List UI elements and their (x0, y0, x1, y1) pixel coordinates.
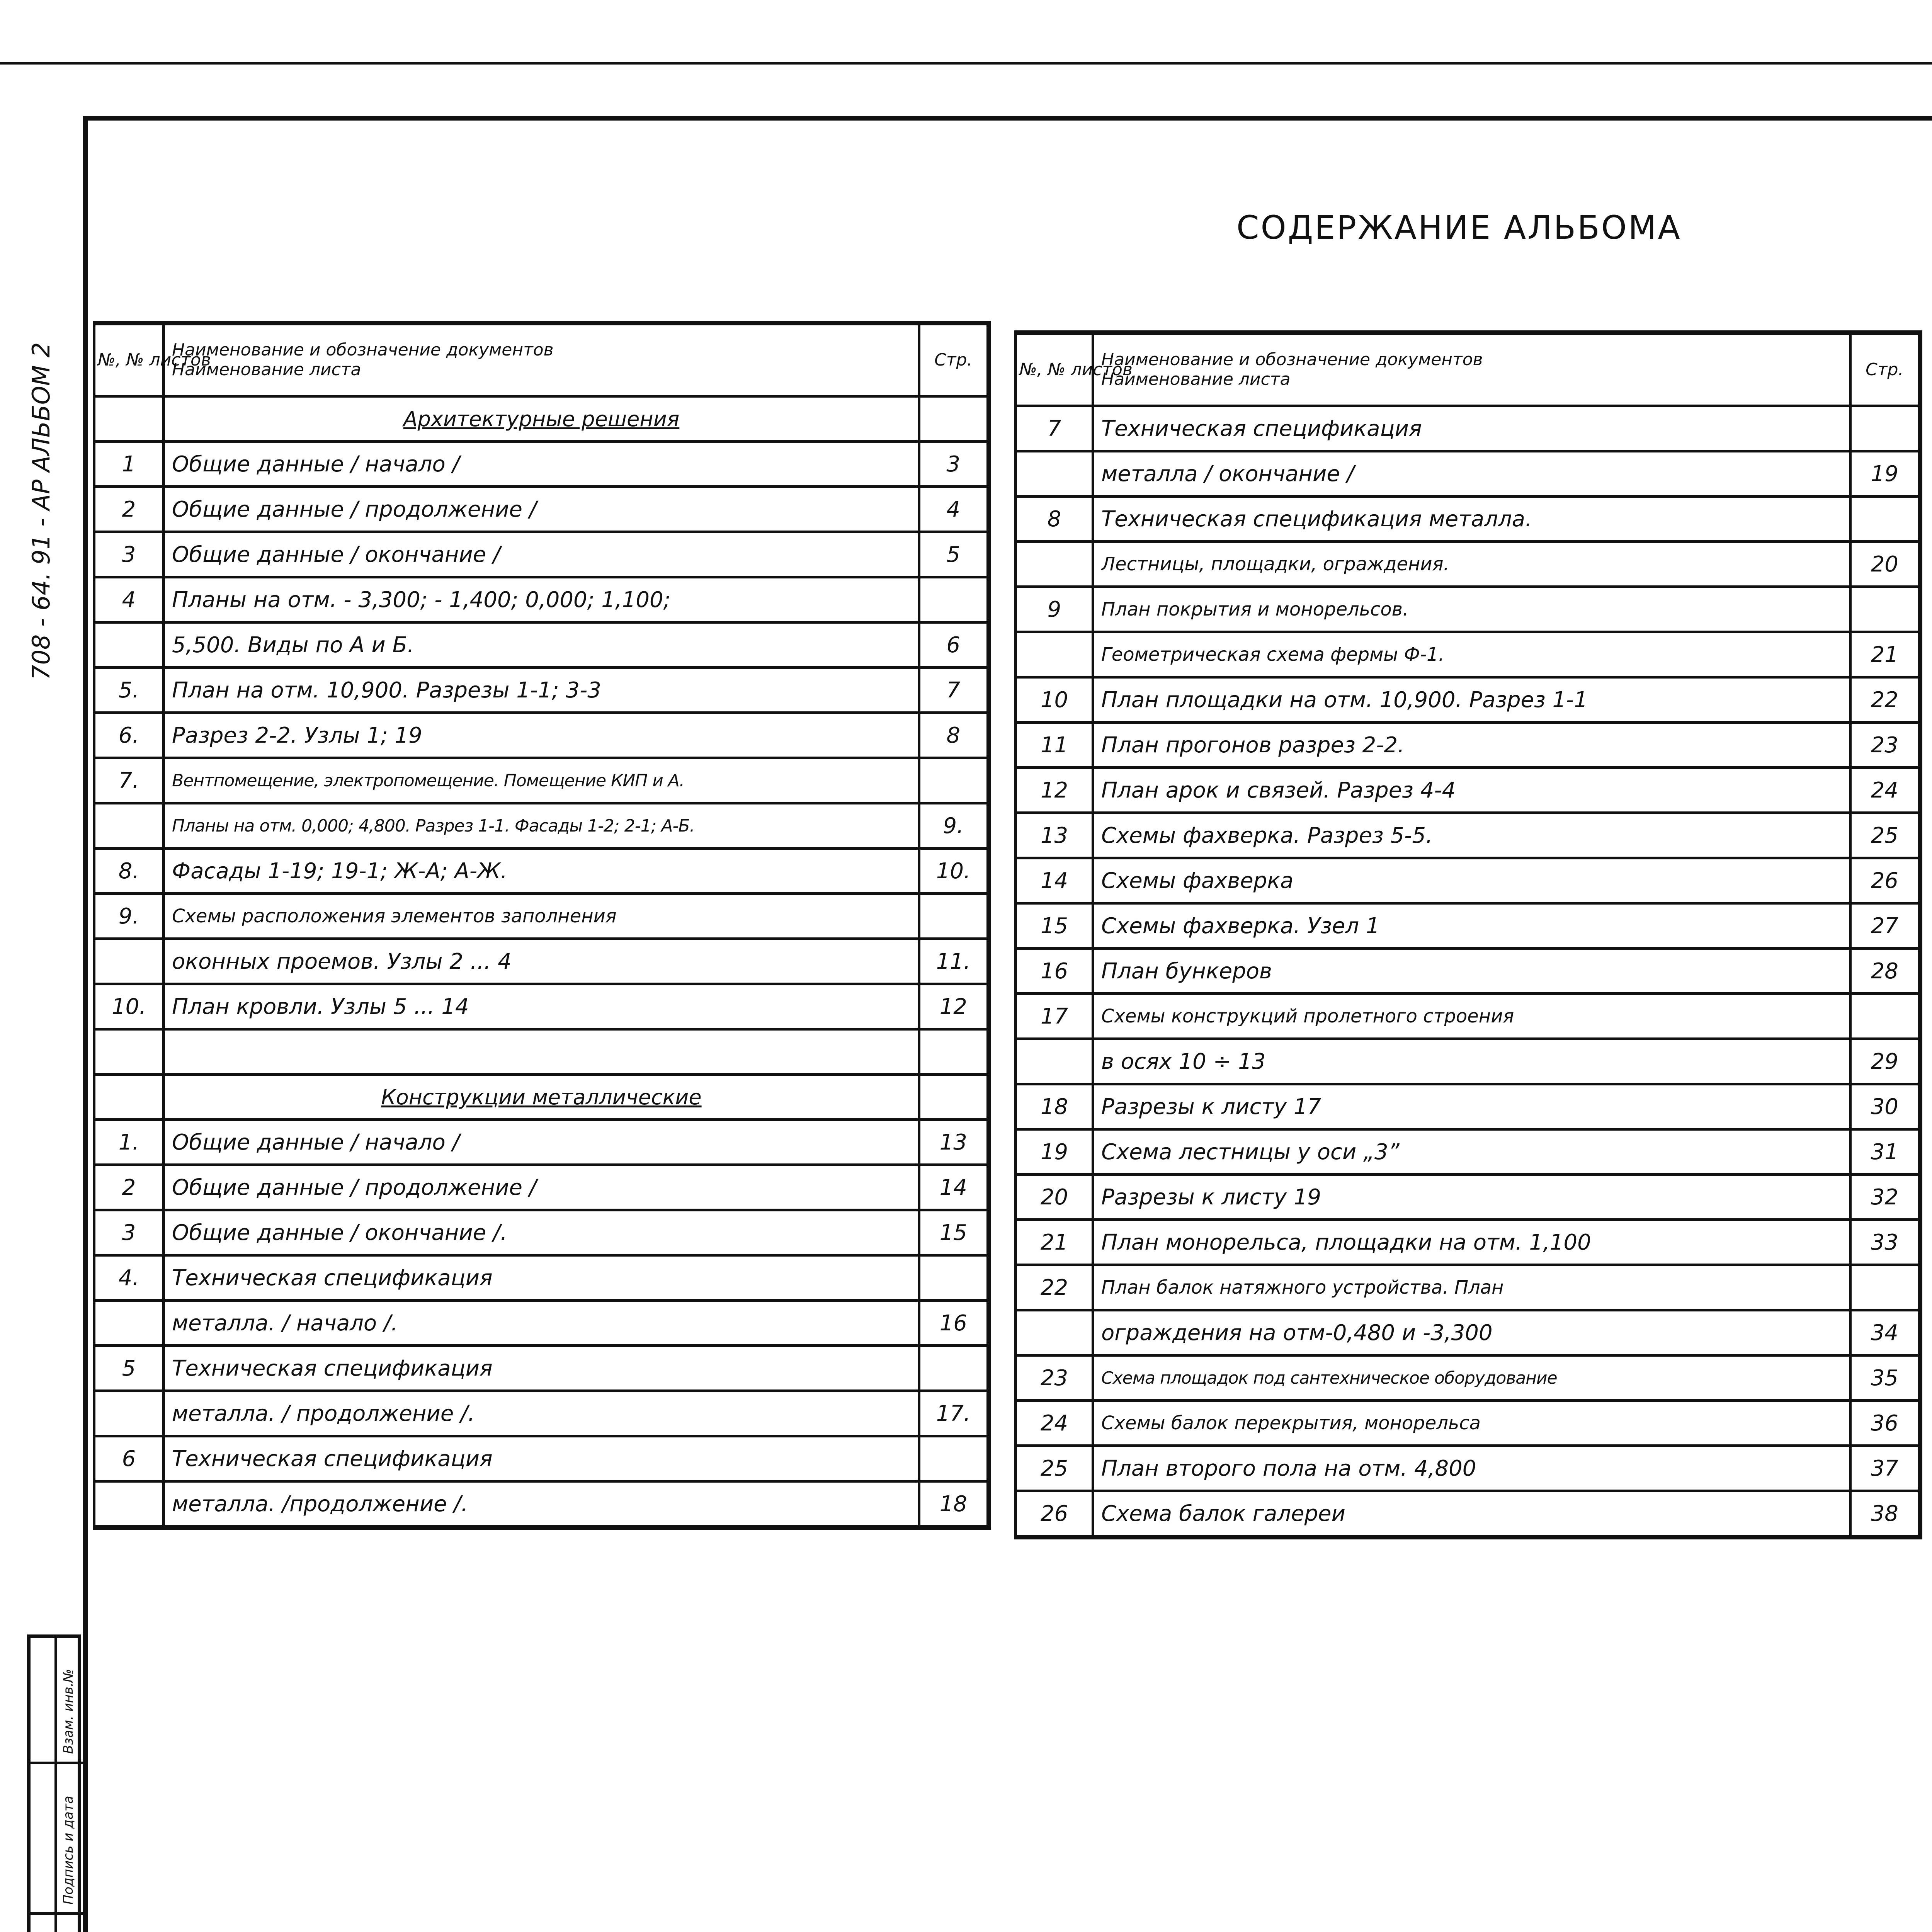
sheet-name-cell: в осях 10 ÷ 13 (1093, 1039, 1850, 1084)
sheet-name-cell: План прогонов разрез 2-2. (1093, 723, 1850, 768)
page-cell: 19 (1850, 451, 1920, 497)
sheet-number-cell: 18 (1016, 1084, 1093, 1129)
column-header-name (1093, 333, 1850, 406)
page-cell: 34 (1850, 1310, 1920, 1355)
sheet-name-cell: План арок и связей. Разрез 4-4 (1093, 768, 1850, 813)
side-document-code: 708 - 64. 91 - АР АЛЬБОМ 2 (27, 342, 55, 680)
sheet-name-cell: Схемы расположения элементов заполнения (164, 894, 919, 939)
sheet-number-cell: 17 (1016, 994, 1093, 1039)
page-cell (919, 396, 989, 442)
table-row (1016, 1310, 1920, 1355)
page-cell (919, 577, 989, 622)
table-header-row (1016, 333, 1920, 406)
table-row (94, 849, 989, 894)
sheet-name-cell: ограждения на отм-0,480 и -3,300 (1093, 1310, 1850, 1355)
sheet-number-cell: 8. (94, 849, 164, 894)
page-cell: 35 (1850, 1355, 1920, 1401)
sheet-number-cell (94, 1075, 164, 1120)
section-title: Конструкции металлические (164, 1075, 919, 1120)
sheet-name-cell: металла / окончание / (1093, 451, 1850, 497)
sheet-number-cell (94, 1029, 164, 1075)
table-row (1016, 994, 1920, 1039)
sheet-number-cell: 2 (94, 1165, 164, 1210)
page-cell: 32 (1850, 1175, 1920, 1220)
sheet-number-cell: 6 (94, 1436, 164, 1481)
sheet-number-cell: 1. (94, 1120, 164, 1165)
sheet-number-cell: 26 (1016, 1491, 1093, 1537)
table-row (94, 758, 989, 803)
table-row (94, 1481, 989, 1528)
sheet-name-cell: Схемы балок перекрытия, монорельса (1093, 1401, 1850, 1446)
page-cell: 29 (1850, 1039, 1920, 1084)
sheet-number-cell: 11 (1016, 723, 1093, 768)
table-row (94, 1120, 989, 1165)
sheet-number-cell: 4 (94, 577, 164, 622)
sheet-name-cell: План на отм. 10,900. Разрезы 1-1; 3-3 (164, 668, 919, 713)
table-row (1016, 1446, 1920, 1491)
sheet-name-cell: План балок натяжного устройства. План (1093, 1265, 1850, 1310)
sheet-number-cell: 13 (1016, 813, 1093, 858)
page-cell (1850, 497, 1920, 542)
sheet-name-cell: 5,500. Виды по А и Б. (164, 622, 919, 668)
column-header-name (164, 323, 919, 396)
table-row (1016, 542, 1920, 587)
page-cell: 16 (919, 1301, 989, 1346)
sheet-number-cell (94, 939, 164, 984)
table-row (1016, 858, 1920, 903)
table-row (94, 668, 989, 713)
sheet-number-cell: 10 (1016, 677, 1093, 723)
sheet-number-cell (1016, 1039, 1093, 1084)
sheet-number-cell: 9 (1016, 587, 1093, 632)
table-row (1016, 949, 1920, 994)
sheet-name-cell: металла. / продолжение /. (164, 1391, 919, 1436)
page-cell: 38 (1850, 1491, 1920, 1537)
sheet-number-cell (94, 1391, 164, 1436)
table-header-row (94, 323, 989, 396)
sheet-number-cell (94, 1301, 164, 1346)
sheet-name-cell: Вентпомещение, электропомещение. Помещение КИП и А. (164, 758, 919, 803)
column-header-no: №, № листов (94, 323, 164, 396)
page-cell: 33 (1850, 1220, 1920, 1265)
page-cell: 4 (919, 487, 989, 532)
table-row (94, 622, 989, 668)
sheet-number-cell: 7 (1016, 406, 1093, 451)
table-row (94, 442, 989, 487)
sheet-name-cell: Разрез 2-2. Узлы 1; 19 (164, 713, 919, 758)
table-row (94, 1346, 989, 1391)
page-cell (919, 894, 989, 939)
table-row (94, 487, 989, 532)
page-cell: 21 (1850, 632, 1920, 677)
table-row (1016, 1084, 1920, 1129)
sheet-name-cell: Общие данные / продолжение / (164, 1165, 919, 1210)
sheet-name-cell: металла. / начало /. (164, 1301, 919, 1346)
sheet-number-cell (94, 396, 164, 442)
page-cell (919, 1075, 989, 1120)
column-header-name-line2: Наименование листа (172, 360, 361, 379)
page-cell: 26 (1850, 858, 1920, 903)
page-cell: 5 (919, 532, 989, 577)
sheet-number-cell: 7. (94, 758, 164, 803)
column-header-name-line1: Наименование и обозначение документов (172, 340, 554, 360)
table-row (94, 1029, 989, 1075)
page-cell: 30 (1850, 1084, 1920, 1129)
section-heading-row (94, 1075, 989, 1120)
sheet-name-cell: Схемы фахверка (1093, 858, 1850, 903)
page-cell: 27 (1850, 903, 1920, 949)
sheet-name-cell: металла. /продолжение /. (164, 1481, 919, 1528)
table-row (94, 803, 989, 849)
table-row (1016, 813, 1920, 858)
page-cell (919, 1029, 989, 1075)
approval-stamp (27, 1634, 81, 1932)
sheet-number-cell: 3 (94, 1210, 164, 1255)
page-cell: 6 (919, 622, 989, 668)
table-row (94, 984, 989, 1029)
table-row (1016, 406, 1920, 451)
sheet-number-cell: 4. (94, 1255, 164, 1301)
page-cell: 7 (919, 668, 989, 713)
table-row (94, 713, 989, 758)
sheet-number-cell: 14 (1016, 858, 1093, 903)
sheet-name-cell: Разрезы к листу 19 (1093, 1175, 1850, 1220)
table-row (94, 1210, 989, 1255)
sheet-name-cell: План второго пола на отм. 4,800 (1093, 1446, 1850, 1491)
sheet-number-cell: 9. (94, 894, 164, 939)
column-header-name-line1: Наименование и обозначение документов (1101, 350, 1483, 370)
sheet-number-cell (94, 622, 164, 668)
table-row (94, 894, 989, 939)
sheet-number-cell (1016, 632, 1093, 677)
sheet-number-cell: 8 (1016, 497, 1093, 542)
table-row (1016, 768, 1920, 813)
sheet-name-cell (164, 1029, 919, 1075)
sheet-number-cell: 6. (94, 713, 164, 758)
page-cell (1850, 406, 1920, 451)
sheet-number-cell: 10. (94, 984, 164, 1029)
page-cell: 23 (1850, 723, 1920, 768)
sheet-number-cell: 20 (1016, 1175, 1093, 1220)
page-cell (1850, 1265, 1920, 1310)
table-row (1016, 1220, 1920, 1265)
table-row (94, 1301, 989, 1346)
sheet-name-cell: Схемы фахверка. Разрез 5-5. (1093, 813, 1850, 858)
sheet-name-cell: Планы на отм. 0,000; 4,800. Разрез 1-1. Фасады 1-2; 2-1; А-Б. (164, 803, 919, 849)
page-cell: 17. (919, 1391, 989, 1436)
page-cell: 22 (1850, 677, 1920, 723)
table-row (1016, 903, 1920, 949)
sheet-number-cell (94, 803, 164, 849)
sheet-name-cell: План кровли. Узлы 5 ... 14 (164, 984, 919, 1029)
column-header-name-line2: Наименование листа (1101, 369, 1291, 389)
sheet-name-cell: Лестницы, площадки, ограждения. (1093, 542, 1850, 587)
sheet-name-cell: Общие данные / начало / (164, 1120, 919, 1165)
sheet-number-cell: 2 (94, 487, 164, 532)
page-cell: 8 (919, 713, 989, 758)
stamp-label-replace-inv: Взам. инв.№ (61, 1668, 76, 1754)
sheet-name-cell: Схема балок галереи (1093, 1491, 1850, 1537)
sheet-number-cell: 15 (1016, 903, 1093, 949)
column-header-page: Стр. (919, 323, 989, 396)
page-cell (919, 1346, 989, 1391)
table-row (94, 1391, 989, 1436)
sheet-number-cell: 21 (1016, 1220, 1093, 1265)
page-cell (919, 758, 989, 803)
sheet-number-cell: 22 (1016, 1265, 1093, 1310)
sheet-number-cell: 3 (94, 532, 164, 577)
section-heading-row (94, 396, 989, 442)
sheet-number-cell: 23 (1016, 1355, 1093, 1401)
page-cell: 11. (919, 939, 989, 984)
sheet-name-cell: Фасады 1-19; 19-1; Ж-А; А-Ж. (164, 849, 919, 894)
table-row (1016, 1175, 1920, 1220)
page-cell: 20 (1850, 542, 1920, 587)
page-cell: 36 (1850, 1401, 1920, 1446)
sheet-number-cell: 5 (94, 1346, 164, 1391)
page-cell (919, 1436, 989, 1481)
table-row (1016, 1355, 1920, 1401)
sheet-number-cell: 1 (94, 442, 164, 487)
sheet-name-cell: План монорельса, площадки на отм. 1,100 (1093, 1220, 1850, 1265)
sheet-name-cell: Схема площадок под сантехническое оборудование (1093, 1355, 1850, 1401)
page-cell: 14 (919, 1165, 989, 1210)
page-cell: 10. (919, 849, 989, 894)
sheet-number-cell: 24 (1016, 1401, 1093, 1446)
contents-table-left (93, 321, 991, 1530)
table-row (1016, 1265, 1920, 1310)
table-row (1016, 677, 1920, 723)
page-cell: 12 (919, 984, 989, 1029)
sheet-name-cell: Геометрическая схема фермы Ф-1. (1093, 632, 1850, 677)
sheet-number-cell: 19 (1016, 1129, 1093, 1175)
sheet-name-cell: Разрезы к листу 17 (1093, 1084, 1850, 1129)
page-cell: 37 (1850, 1446, 1920, 1491)
sheet-name-cell: Техническая спецификация (164, 1255, 919, 1301)
page-cell (919, 1255, 989, 1301)
sheet-name-cell: План площадки на отм. 10,900. Разрез 1-1 (1093, 677, 1850, 723)
sheet-name-cell: План бункеров (1093, 949, 1850, 994)
sheet-number-cell (94, 1481, 164, 1528)
page-cell: 3 (919, 442, 989, 487)
table-row (1016, 632, 1920, 677)
page-cell: 18 (919, 1481, 989, 1528)
page-cell: 31 (1850, 1129, 1920, 1175)
sheet-name-cell: Общие данные / окончание / (164, 532, 919, 577)
sheet-name-cell: Общие данные / продолжение / (164, 487, 919, 532)
sheet-name-cell: Техническая спецификация (164, 1346, 919, 1391)
section-title: Архитектурные решения (164, 396, 919, 442)
table-row (1016, 723, 1920, 768)
page-title: СОДЕРЖАНИЕ АЛЬБОМА (1236, 209, 1682, 247)
table-row (1016, 1401, 1920, 1446)
sheet-number-cell (1016, 1310, 1093, 1355)
table-row (94, 1436, 989, 1481)
sheet-number-cell: 5. (94, 668, 164, 713)
sheet-number-cell: 12 (1016, 768, 1093, 813)
sheet-name-cell: Планы на отм. - 3,300; - 1,400; 0,000; 1,100; (164, 577, 919, 622)
sheet-name-cell: Техническая спецификация (164, 1436, 919, 1481)
column-header-page: Стр. (1850, 333, 1920, 406)
table-row (1016, 1129, 1920, 1175)
page-cell: 15 (919, 1210, 989, 1255)
sheet-name-cell: Общие данные / начало / (164, 442, 919, 487)
page-cell (1850, 587, 1920, 632)
page-cell: 9. (919, 803, 989, 849)
page-cell (1850, 994, 1920, 1039)
sheet-number-cell (1016, 542, 1093, 587)
sheet-name-cell: оконных проемов. Узлы 2 ... 4 (164, 939, 919, 984)
sheet-name-cell: Схема лестницы у оси „3” (1093, 1129, 1850, 1175)
sheet-name-cell: Техническая спецификация (1093, 406, 1850, 451)
table-row (1016, 587, 1920, 632)
sheet-number-cell: 16 (1016, 949, 1093, 994)
sheet-number-cell: 25 (1016, 1446, 1093, 1491)
table-row (94, 1165, 989, 1210)
table-row (94, 577, 989, 622)
page-cell: 28 (1850, 949, 1920, 994)
table-row (1016, 1491, 1920, 1537)
table-row (1016, 497, 1920, 542)
table-row (1016, 1039, 1920, 1084)
column-header-no: №, № листов (1016, 333, 1093, 406)
page-cell: 13 (919, 1120, 989, 1165)
table-row (94, 532, 989, 577)
stamp-label-signature-date: Подпись и дата (61, 1796, 76, 1905)
sheet-name-cell: План покрытия и монорельсов. (1093, 587, 1850, 632)
top-trim-line (0, 62, 1932, 65)
contents-table-middle (1014, 330, 1922, 1539)
sheet-name-cell: Общие данные / окончание /. (164, 1210, 919, 1255)
page-cell: 24 (1850, 768, 1920, 813)
stamp-column-divider (31, 1638, 57, 1932)
sheet-name-cell: Техническая спецификация металла. (1093, 497, 1850, 542)
table-row (94, 939, 989, 984)
sheet-name-cell: Схемы фахверка. Узел 1 (1093, 903, 1850, 949)
sheet-name-cell: Схемы конструкций пролетного строения (1093, 994, 1850, 1039)
table-row (94, 1255, 989, 1301)
page-cell: 25 (1850, 813, 1920, 858)
sheet-number-cell (1016, 451, 1093, 497)
table-row (1016, 451, 1920, 497)
